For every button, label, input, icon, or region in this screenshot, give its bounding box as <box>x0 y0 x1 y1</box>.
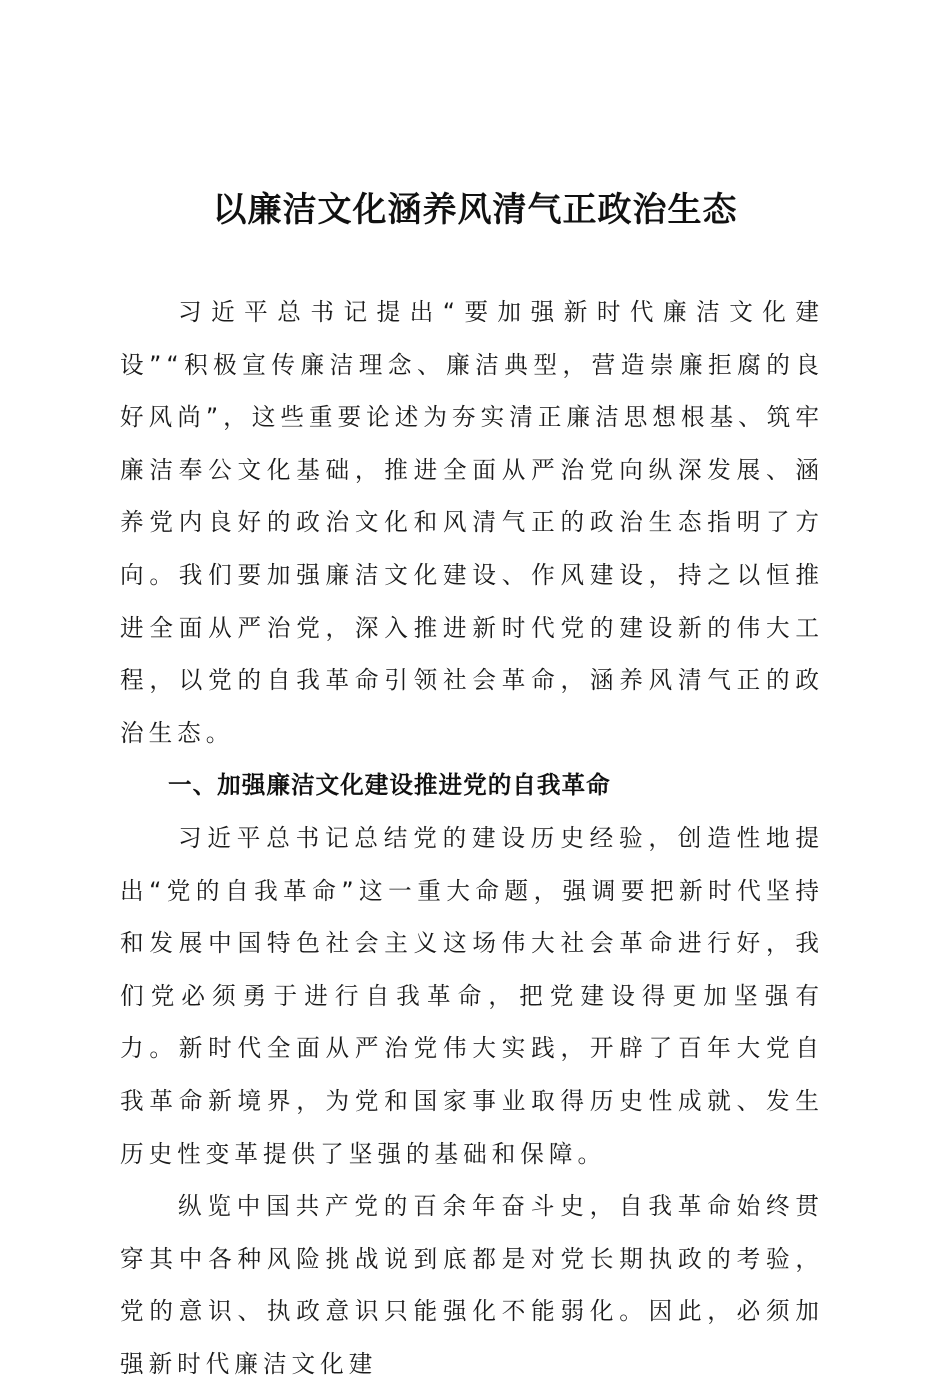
intro-paragraph: 习近平总书记提出“要加强新时代廉洁文化建设”“积极宣传廉洁理念、廉洁典型，营造崇廉拒腐的良好风尚”，这些重要论述为夯实清正廉洁思想根基、筑牢廉洁奉公文化基础，推进全面从严治党向纵深发展、涵养党内良好的政治文化和风清气正的政治生态指明了方向。我们要加强廉洁文化建设、作风建设，持之以恒推进全面从严治党，深入推进新时代党的建设新的伟大工程，以党的自我革命引领社会革命，涵养风清气正的政治生态。 <box>120 298 824 747</box>
document-body <box>120 286 824 1390</box>
section-1-paragraph-2: 纵览中国共产党的百余年奋斗史，自我革命始终贯穿其中各种风险挑战说到底都是对党长期执政的考验，党的意识、执政意识只能强化不能弱化。因此，必须加强新时代廉洁文化建 <box>120 1192 824 1378</box>
section-heading-1: 一、加强廉洁文化建设推进党的自我革命 <box>168 771 611 800</box>
document-title: 以廉洁文化涵养风清气正政治生态 <box>212 190 738 230</box>
section-1-paragraph-1: 习近平总书记总结党的建设历史经验，创造性地提出“党的自我革命”这一重大命题，强调要把新时代坚持和发展中国特色社会主义这场伟大社会革命进行好，我们党必须勇于进行自我革命，把党建设得更加坚强有力。新时代全面从严治党伟大实践，开辟了百年大党自我革命新境界，为党和国家事业取得历史性成就、发生历史性变革提供了坚强的基础和保障。 <box>120 823 824 1168</box>
